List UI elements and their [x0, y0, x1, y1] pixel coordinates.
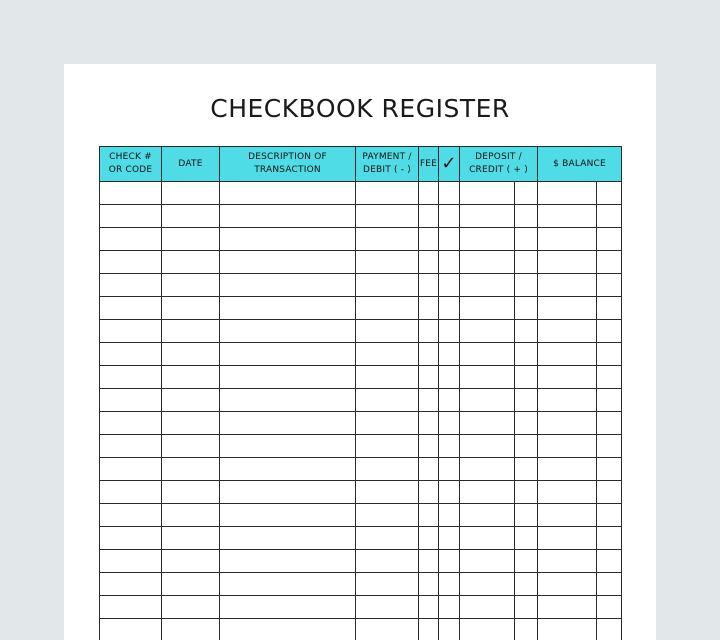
date-cell[interactable] — [162, 481, 220, 504]
deposit-cents-cell[interactable] — [515, 435, 538, 458]
deposit-cents-cell[interactable] — [515, 596, 538, 619]
fee-cell[interactable] — [419, 550, 439, 573]
header-row — [100, 147, 622, 182]
check-cell[interactable] — [100, 458, 162, 481]
check-cell[interactable] — [100, 412, 162, 435]
description-cell[interactable] — [220, 205, 356, 228]
fee-cell[interactable] — [419, 274, 439, 297]
balance-cents-cell[interactable] — [597, 550, 622, 573]
table-row — [100, 205, 622, 228]
check-cell[interactable] — [100, 274, 162, 297]
check-cell[interactable] — [100, 435, 162, 458]
balance-cell[interactable] — [538, 343, 597, 366]
balance-cell[interactable] — [538, 228, 597, 251]
table-row — [100, 573, 622, 596]
deposit-cents-cell[interactable] — [515, 297, 538, 320]
date-cell[interactable] — [162, 343, 220, 366]
register-table — [99, 146, 622, 640]
check-cell[interactable] — [100, 182, 162, 205]
payment-cell[interactable] — [356, 274, 419, 297]
fee-cell[interactable] — [419, 297, 439, 320]
date-cell[interactable] — [162, 274, 220, 297]
deposit-cents-cell[interactable] — [515, 251, 538, 274]
header-payment-debit — [356, 147, 419, 182]
balance-cents-cell[interactable] — [597, 343, 622, 366]
deposit-cents-cell[interactable] — [515, 274, 538, 297]
balance-cell[interactable] — [538, 274, 597, 297]
deposit-cents-cell[interactable] — [515, 573, 538, 596]
cleared-cell[interactable] — [439, 182, 460, 205]
balance-cents-cell[interactable] — [597, 389, 622, 412]
balance-cents-cell[interactable] — [597, 573, 622, 596]
date-cell[interactable] — [162, 389, 220, 412]
table-row — [100, 596, 622, 619]
cleared-cell[interactable] — [439, 205, 460, 228]
description-cell[interactable] — [220, 366, 356, 389]
deposit-cell[interactable] — [460, 458, 515, 481]
fee-cell[interactable] — [419, 343, 439, 366]
balance-cents-cell[interactable] — [597, 297, 622, 320]
payment-cell[interactable] — [356, 504, 419, 527]
table-row — [100, 251, 622, 274]
description-cell[interactable] — [220, 228, 356, 251]
balance-cents-cell[interactable] — [597, 320, 622, 343]
balance-cents-cell[interactable] — [597, 504, 622, 527]
fee-cell[interactable] — [419, 481, 439, 504]
check-cell[interactable] — [100, 366, 162, 389]
description-cell[interactable] — [220, 596, 356, 619]
deposit-cents-cell[interactable] — [515, 412, 538, 435]
description-cell[interactable] — [220, 527, 356, 550]
balance-cell[interactable] — [538, 619, 597, 640]
table-row — [100, 366, 622, 389]
payment-cell[interactable] — [356, 343, 419, 366]
fee-cell[interactable] — [419, 435, 439, 458]
header-date — [162, 147, 220, 182]
balance-cell[interactable] — [538, 527, 597, 550]
deposit-cell[interactable] — [460, 343, 515, 366]
description-cell[interactable] — [220, 297, 356, 320]
description-cell[interactable] — [220, 619, 356, 640]
fee-cell[interactable] — [419, 320, 439, 343]
check-cell[interactable] — [100, 343, 162, 366]
date-cell[interactable] — [162, 320, 220, 343]
deposit-cell[interactable] — [460, 274, 515, 297]
deposit-cell[interactable] — [460, 435, 515, 458]
payment-cell[interactable] — [356, 297, 419, 320]
date-cell[interactable] — [162, 619, 220, 640]
deposit-cents-cell[interactable] — [515, 389, 538, 412]
balance-cents-cell[interactable] — [597, 619, 622, 640]
payment-cell[interactable] — [356, 596, 419, 619]
cleared-cell[interactable] — [439, 596, 460, 619]
header-deposit-line2: CREDIT ( + ) — [469, 165, 528, 175]
description-cell[interactable] — [220, 389, 356, 412]
deposit-cents-cell[interactable] — [515, 366, 538, 389]
fee-cell[interactable] — [419, 596, 439, 619]
payment-cell[interactable] — [356, 366, 419, 389]
deposit-cell[interactable] — [460, 573, 515, 596]
table-row — [100, 619, 622, 640]
deposit-cents-cell[interactable] — [515, 343, 538, 366]
cleared-cell[interactable] — [439, 573, 460, 596]
description-cell[interactable] — [220, 458, 356, 481]
payment-cell[interactable] — [356, 389, 419, 412]
date-cell[interactable] — [162, 573, 220, 596]
deposit-cell[interactable] — [460, 366, 515, 389]
table-row — [100, 504, 622, 527]
fee-cell[interactable] — [419, 182, 439, 205]
date-cell[interactable] — [162, 205, 220, 228]
check-cell[interactable] — [100, 573, 162, 596]
balance-cell[interactable] — [538, 320, 597, 343]
table-row — [100, 389, 622, 412]
cleared-cell[interactable] — [439, 343, 460, 366]
balance-cents-cell[interactable] — [597, 228, 622, 251]
check-mark-icon: ✓ — [441, 152, 457, 174]
table-row — [100, 527, 622, 550]
date-cell[interactable] — [162, 550, 220, 573]
header-payment-line1: PAYMENT / — [362, 152, 412, 162]
description-cell[interactable] — [220, 182, 356, 205]
balance-cents-cell[interactable] — [597, 596, 622, 619]
deposit-cents-cell[interactable] — [515, 619, 538, 640]
cleared-cell[interactable] — [439, 297, 460, 320]
balance-cell[interactable] — [538, 481, 597, 504]
payment-cell[interactable] — [356, 228, 419, 251]
cleared-cell[interactable] — [439, 366, 460, 389]
table-row — [100, 481, 622, 504]
balance-cents-cell[interactable] — [597, 205, 622, 228]
check-cell[interactable] — [100, 205, 162, 228]
cleared-cell[interactable] — [439, 481, 460, 504]
fee-cell[interactable] — [419, 366, 439, 389]
payment-cell[interactable] — [356, 205, 419, 228]
header-balance — [538, 147, 622, 182]
cleared-cell[interactable] — [439, 619, 460, 640]
deposit-cents-cell[interactable] — [515, 228, 538, 251]
description-cell[interactable] — [220, 251, 356, 274]
deposit-cell[interactable] — [460, 297, 515, 320]
balance-cell[interactable] — [538, 251, 597, 274]
fee-cell[interactable] — [419, 205, 439, 228]
description-cell[interactable] — [220, 412, 356, 435]
deposit-cell[interactable] — [460, 182, 515, 205]
deposit-cell[interactable] — [460, 596, 515, 619]
date-cell[interactable] — [162, 366, 220, 389]
balance-cell[interactable] — [538, 366, 597, 389]
payment-cell[interactable] — [356, 527, 419, 550]
check-cell[interactable] — [100, 504, 162, 527]
cleared-cell[interactable] — [439, 228, 460, 251]
payment-cell[interactable] — [356, 435, 419, 458]
header-desc-line2: TRANSACTION — [254, 165, 321, 175]
date-cell[interactable] — [162, 596, 220, 619]
header-description — [220, 147, 356, 182]
description-cell[interactable] — [220, 573, 356, 596]
check-cell[interactable] — [100, 527, 162, 550]
deposit-cell[interactable] — [460, 481, 515, 504]
fee-cell[interactable] — [419, 251, 439, 274]
deposit-cents-cell[interactable] — [515, 527, 538, 550]
deposit-cents-cell[interactable] — [515, 205, 538, 228]
balance-cents-cell[interactable] — [597, 366, 622, 389]
header-balance-label: $ BALANCE — [553, 158, 606, 169]
balance-cell[interactable] — [538, 205, 597, 228]
balance-cell[interactable] — [538, 458, 597, 481]
balance-cents-cell[interactable] — [597, 182, 622, 205]
balance-cell[interactable] — [538, 504, 597, 527]
header-payment-line2: DEBIT ( - ) — [363, 165, 411, 175]
check-cell[interactable] — [100, 251, 162, 274]
fee-cell[interactable] — [419, 619, 439, 640]
check-cell[interactable] — [100, 619, 162, 640]
balance-cents-cell[interactable] — [597, 251, 622, 274]
fee-cell[interactable] — [419, 389, 439, 412]
date-cell[interactable] — [162, 527, 220, 550]
date-cell[interactable] — [162, 504, 220, 527]
description-cell[interactable] — [220, 481, 356, 504]
deposit-cell[interactable] — [460, 205, 515, 228]
deposit-cents-cell[interactable] — [515, 504, 538, 527]
balance-cents-cell[interactable] — [597, 527, 622, 550]
cleared-cell[interactable] — [439, 527, 460, 550]
cleared-cell[interactable] — [439, 504, 460, 527]
header-cleared — [439, 147, 460, 182]
table-row — [100, 435, 622, 458]
check-cell[interactable] — [100, 481, 162, 504]
table-row — [100, 182, 622, 205]
description-cell[interactable] — [220, 550, 356, 573]
date-cell[interactable] — [162, 297, 220, 320]
deposit-cents-cell[interactable] — [515, 320, 538, 343]
balance-cents-cell[interactable] — [597, 458, 622, 481]
fee-cell[interactable] — [419, 458, 439, 481]
register-body — [100, 182, 622, 640]
deposit-cell[interactable] — [460, 320, 515, 343]
payment-cell[interactable] — [356, 458, 419, 481]
fee-cell[interactable] — [419, 504, 439, 527]
table-row — [100, 228, 622, 251]
description-cell[interactable] — [220, 320, 356, 343]
date-cell[interactable] — [162, 458, 220, 481]
cleared-cell[interactable] — [439, 435, 460, 458]
payment-cell[interactable] — [356, 182, 419, 205]
balance-cell[interactable] — [538, 412, 597, 435]
table-row — [100, 550, 622, 573]
balance-cell[interactable] — [538, 573, 597, 596]
deposit-cell[interactable] — [460, 251, 515, 274]
date-cell[interactable] — [162, 412, 220, 435]
deposit-cents-cell[interactable] — [515, 182, 538, 205]
balance-cell[interactable] — [538, 435, 597, 458]
balance-cell[interactable] — [538, 182, 597, 205]
payment-cell[interactable] — [356, 412, 419, 435]
table-row — [100, 297, 622, 320]
table-row — [100, 458, 622, 481]
balance-cell[interactable] — [538, 550, 597, 573]
deposit-cell[interactable] — [460, 550, 515, 573]
date-cell[interactable] — [162, 228, 220, 251]
table-row — [100, 412, 622, 435]
header-fee — [419, 147, 439, 182]
fee-cell[interactable] — [419, 573, 439, 596]
description-cell[interactable] — [220, 504, 356, 527]
check-cell[interactable] — [100, 297, 162, 320]
deposit-cents-cell[interactable] — [515, 458, 538, 481]
cleared-cell[interactable] — [439, 412, 460, 435]
cleared-cell[interactable] — [439, 320, 460, 343]
check-cell[interactable] — [100, 596, 162, 619]
description-cell[interactable] — [220, 435, 356, 458]
register-sheet — [64, 64, 656, 640]
check-cell[interactable] — [100, 228, 162, 251]
check-cell[interactable] — [100, 389, 162, 412]
description-cell[interactable] — [220, 274, 356, 297]
header-check-code — [100, 147, 162, 182]
header-deposit-credit — [460, 147, 538, 182]
balance-cents-cell[interactable] — [597, 435, 622, 458]
header-date-label: DATE — [178, 158, 203, 169]
deposit-cell[interactable] — [460, 228, 515, 251]
balance-cents-cell[interactable] — [597, 412, 622, 435]
date-cell[interactable] — [162, 251, 220, 274]
deposit-cents-cell[interactable] — [515, 481, 538, 504]
fee-cell[interactable] — [419, 228, 439, 251]
check-cell[interactable] — [100, 550, 162, 573]
header-check-line1: CHECK # — [109, 152, 152, 162]
description-cell[interactable] — [220, 343, 356, 366]
payment-cell[interactable] — [356, 320, 419, 343]
deposit-cell[interactable] — [460, 619, 515, 640]
fee-cell[interactable] — [419, 527, 439, 550]
header-desc-line1: DESCRIPTION OF — [248, 152, 327, 162]
check-cell[interactable] — [100, 320, 162, 343]
header-deposit-line1: DEPOSIT / — [475, 152, 522, 162]
deposit-cents-cell[interactable] — [515, 550, 538, 573]
cleared-cell[interactable] — [439, 550, 460, 573]
cleared-cell[interactable] — [439, 274, 460, 297]
payment-cell[interactable] — [356, 481, 419, 504]
deposit-cell[interactable] — [460, 527, 515, 550]
date-cell[interactable] — [162, 182, 220, 205]
date-cell[interactable] — [162, 435, 220, 458]
payment-cell[interactable] — [356, 573, 419, 596]
balance-cell[interactable] — [538, 297, 597, 320]
deposit-cell[interactable] — [460, 389, 515, 412]
cleared-cell[interactable] — [439, 251, 460, 274]
balance-cents-cell[interactable] — [597, 274, 622, 297]
fee-cell[interactable] — [419, 412, 439, 435]
payment-cell[interactable] — [356, 550, 419, 573]
table-row — [100, 343, 622, 366]
table-row — [100, 320, 622, 343]
deposit-cell[interactable] — [460, 412, 515, 435]
balance-cell[interactable] — [538, 389, 597, 412]
cleared-cell[interactable] — [439, 389, 460, 412]
cleared-cell[interactable] — [439, 458, 460, 481]
balance-cell[interactable] — [538, 596, 597, 619]
header-fee-label: FEE — [419, 158, 438, 169]
deposit-cell[interactable] — [460, 504, 515, 527]
header-check-line2: OR CODE — [108, 165, 153, 175]
table-row — [100, 274, 622, 297]
balance-cents-cell[interactable] — [597, 481, 622, 504]
page-title: CHECKBOOK REGISTER — [210, 94, 510, 123]
payment-cell[interactable] — [356, 619, 419, 640]
payment-cell[interactable] — [356, 251, 419, 274]
